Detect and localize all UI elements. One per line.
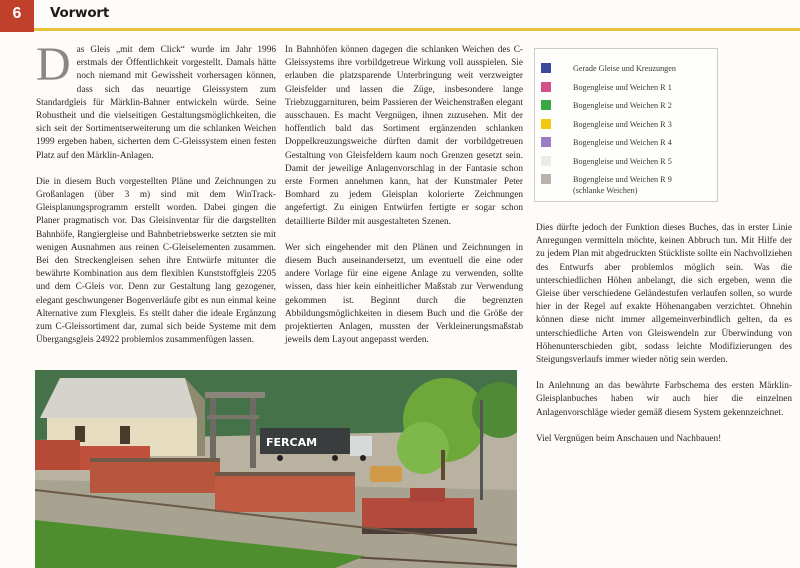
page-title: Vorwort: [50, 5, 110, 21]
legend-item: Bogengleise und Weichen R 3: [541, 117, 672, 131]
swatch-icon: [541, 174, 551, 184]
legend-item: Bogengleise und Weichen R 5: [541, 154, 672, 168]
text-column-3: [536, 222, 792, 459]
paragraph: Dies dürfte jedoch der Funktion dieses Buches, das in erster Linie Anregungen vermitteln möchte, keinen Abbruch tun. Mit Hilfe der zu jedem Plan mit abgedruckten Stückliste sollte ein Nachvollziehen des Entwurfs aber problemlos möglich sein. Was die unterschiedlichen Höhen anbelangt, die sich ergeben, wenn die Gleise über verschiedene Geländestufen verlaufen sollen, so wurde hier in der Regel auf exakte Höhenangaben verzichtet. Ohnehin können diese nicht immer allgemeinverbindlich gelten, da es unterschiedliche Arten von Gleiswendeln zur Überwindung von Höhenunterschieden gibt, sodass leichte Modifizierungen des Steigungsverlaufs immer wieder nötig sein werden.: [536, 223, 792, 366]
paragraph: Die in diesem Buch vorgestellten Pläne und Zeichnungen zu Großanlagen (über 3 m) sind mit dem WinTrack-Gleisplanungsprogramm erstellt worden. Dabei gingen die Planer pragmatisch vor. Das Gleisinventar für die dargstellten Bahnhöfe, Rangiergleise und Bahnbetriebswerke setzten sie mit wenigen Ausnahmen aus reinen C-Gleiselementen zusammen. Bei den Streckengleisen sehen ihre Entwürfe mitunter die bewährte Kombination aus dem flexiblen Kunststoffgleis 2205 und dem C-Gleis vor. Denn zur Gestaltung lang gezogener, elegant geschwungener Bogenverläufe gibt es nun einmal keine Alternative zum Flexgleis. Es stellt daher die ideale Ergänzung zum C-Gleissortiment dar, zumal sich beide Systeme mit dem Übergangsgleis 24922 problemlos zusammenfügen lassen.: [36, 176, 276, 346]
legend-item: Bogengleise und Weichen R 2: [541, 98, 672, 112]
swatch-icon: [541, 137, 551, 147]
paragraph: In Bahnhöfen können dagegen die schlanken Weichen des C-Gleissystems ihre vorbildgetreue Wirkung voll ausspielen. Sie erlauben die platzsparende Unterbringung weit verzweigter Gleisfelder und lassen die Züge, insbesondere lange Triebzuggarnituren, beim Passieren der Weichenstraßen elegant ausschauen. Es macht Vergnügen, ihnen zuzusehen. Mit der hoffentlich bald das Sortiment ergänzenden schlanken Doppelkreuzungsweiche dürften damit der vorbildgetreuen Gestaltung von Gleisfeldern kaum noch Grenzen gesetzt sein. Damit der jeweilige Anlagenvorschlag in der Fantasie schon erste Formen annehmen kann, hat der Kunstmaler Peter Bomhard zu jedem Gleisplan kolorierte Zeichnungen angefertigt. Zu einigen Entwürfen fertigte er sogar schon detaillierte Bilder mit ausgestalteten Szenen.: [285, 45, 523, 227]
page-header: [0, 0, 800, 32]
text-column-1: [36, 38, 276, 360]
paragraph: Das Gleis „mit dem Click“ wurde im Jahr 1996 erstmals der Öffentlichkeit vorgestellt. Damals hätte noch niemand mit Gewissheit vorhersagen können, dass sich das neuartige Gleissystem zum Standardgleis für Märklin-Bahner entwickeln würde. Seine Robustheit und die vielseitigen Gestaltungsmöglichkeiten, die sich seit der Sortimentserweiterung um die schlanken Weichen 1999 ergeben haben, sicherten dem C-Gleissystem einen festen Platz auf den Märklin-Anlagen.: [36, 38, 276, 161]
page-number: 6: [0, 0, 34, 32]
swatch-icon: [541, 63, 551, 73]
text-column-2: [285, 44, 523, 360]
color-legend: [534, 48, 718, 202]
paragraph: Viel Vergnügen beim Anschauen und Nachbauen!: [536, 433, 722, 444]
legend-item: Bogengleise und Weichen R 4: [541, 135, 672, 149]
legend-item: Bogengleise und Weichen R 9: [541, 172, 672, 186]
swatch-icon: [541, 119, 551, 129]
swatch-icon: [541, 82, 551, 92]
railway-scene-image: [35, 370, 517, 568]
drop-cap: D: [36, 38, 71, 91]
legend-note: (schlanke Weichen): [573, 186, 638, 195]
legend-item: Gerade Gleise und Kreuzungen: [541, 61, 676, 75]
swatch-icon: [541, 100, 551, 110]
legend-item: Bogengleise und Weichen R 1: [541, 80, 672, 94]
header-rule: [34, 28, 800, 31]
truck-label: FERCAM: [266, 436, 318, 449]
paragraph: Wer sich eingehender mit den Plänen und Zeichnungen in diesem Buch auseinandersetzt, um eventuell die eine oder andere Vorlage für eine eigene Anlage zu verwenden, sollte wissen, dass hier kein einheitlicher Maßstab zur Verwendung gekommen ist. Beginnt durch die begrenzten Abbildungsmöglichkeiten in diesem Buch und die Größe der projektierten Anlagen, mussten der Verkleinerungsmaßstab jeweils dem Layout angepasst werden.: [285, 242, 523, 346]
paragraph: In Anlehnung an das bewährte Farbschema des ersten Märklin-Gleisplanbuches haben wir auch hier die einzelnen Anlagenvorschläge wieder gemäß diesem System gekennzeichnet.: [536, 381, 792, 418]
model-railway-photo: [35, 370, 517, 568]
swatch-icon: [541, 156, 551, 166]
